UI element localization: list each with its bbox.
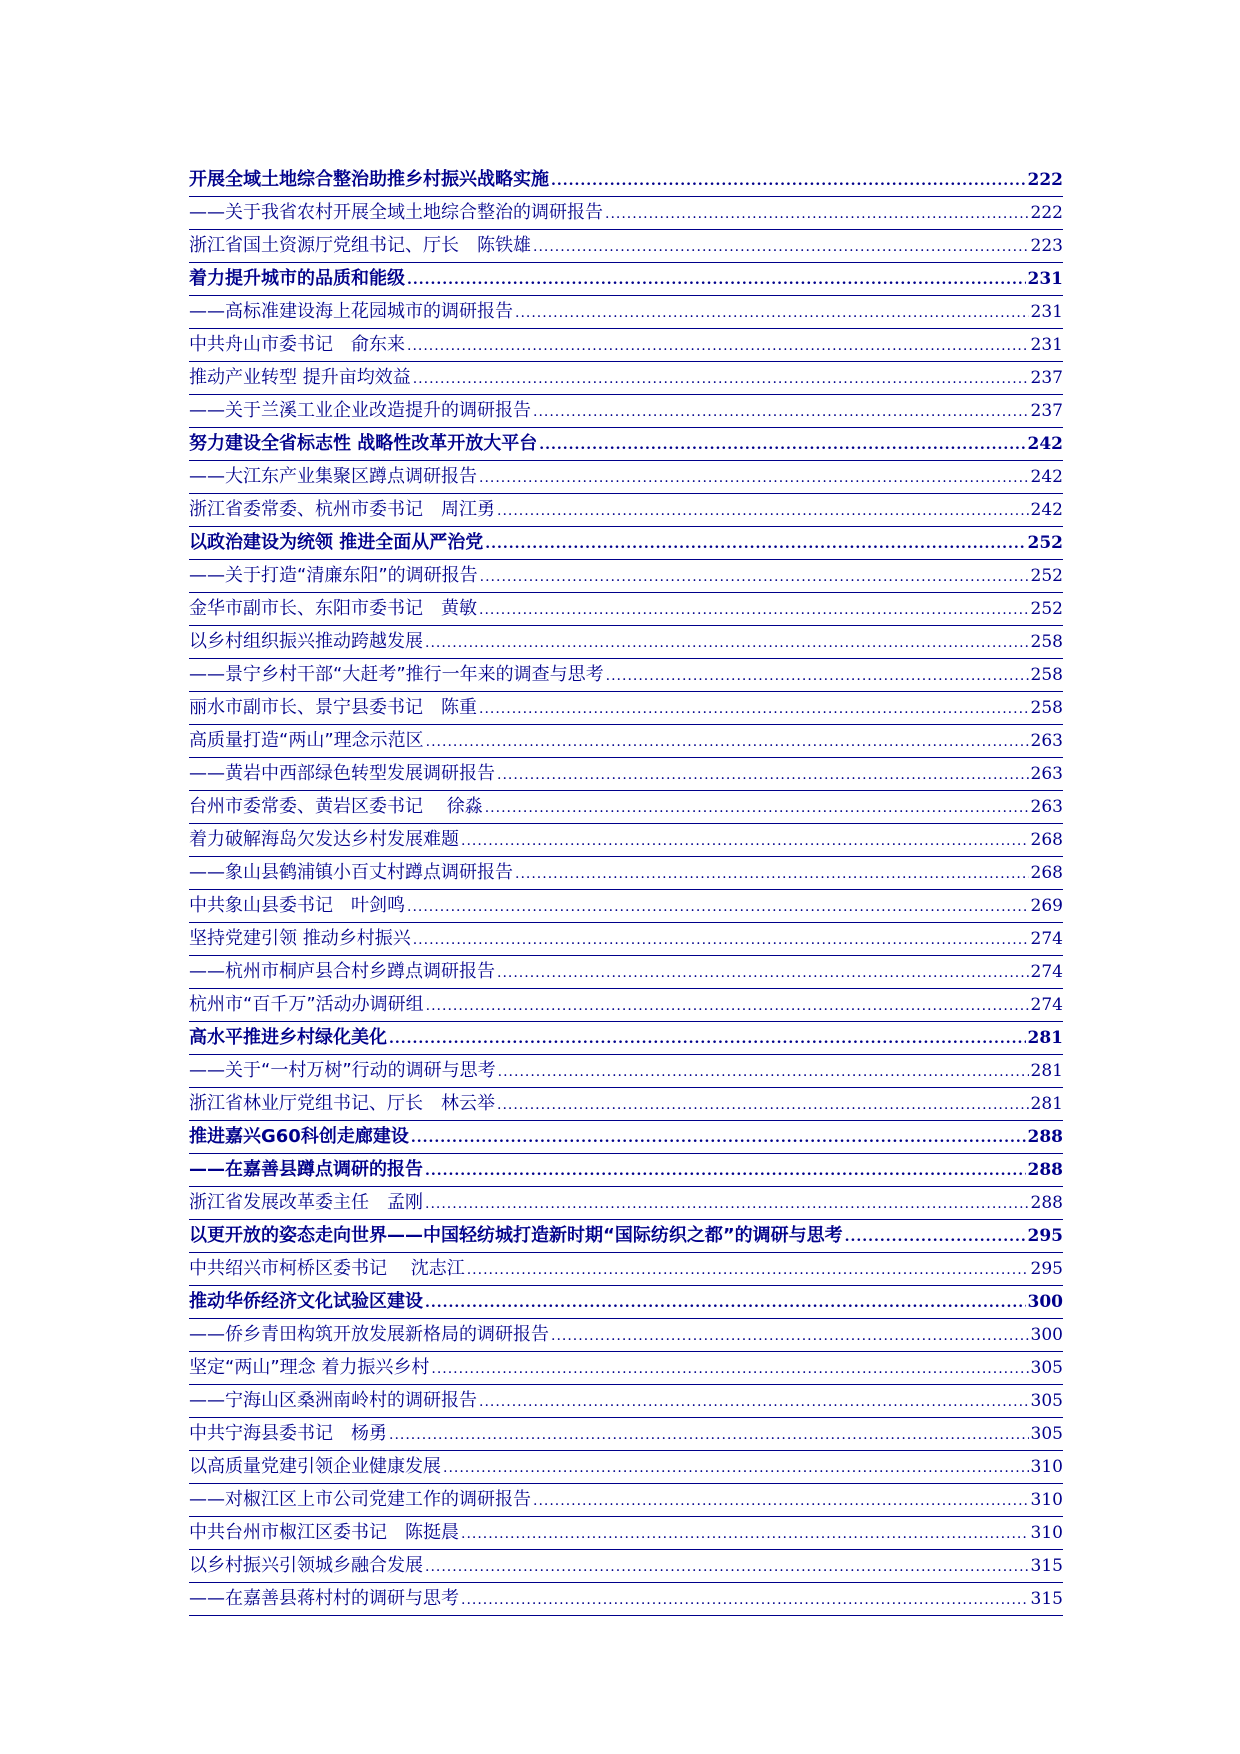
toc-entry-page-number: 310 xyxy=(1030,1490,1063,1510)
toc-entry[interactable] xyxy=(189,1022,1063,1055)
toc-entry-title: 高质量打造“两山”理念示范区 xyxy=(189,730,424,751)
toc-entry-page-number: 263 xyxy=(1030,731,1063,751)
toc-entry[interactable] xyxy=(189,395,1063,428)
toc-entry-title: 丽水市副市长、景宁县委书记 陈重 xyxy=(189,697,477,718)
toc-entry[interactable] xyxy=(189,461,1063,494)
toc-entry-title: 以政治建设为统领 推进全面从严治党 xyxy=(189,532,484,553)
toc-entry[interactable] xyxy=(189,1352,1063,1385)
toc-entry[interactable] xyxy=(189,428,1063,461)
toc-dot-leader xyxy=(498,1060,1029,1084)
toc-entry-page-number: 222 xyxy=(1027,170,1063,190)
toc-dot-leader xyxy=(479,598,1029,622)
toc-entry[interactable] xyxy=(189,329,1063,362)
toc-entry-page-number: 305 xyxy=(1030,1424,1063,1444)
toc-dot-leader xyxy=(389,1027,1026,1051)
toc-entry-page-number: 274 xyxy=(1030,995,1063,1015)
toc-entry-title: ——在嘉善县蹲点调研的报告 xyxy=(189,1159,423,1180)
toc-entry-title: ——对椒江区上市公司党建工作的调研报告 xyxy=(189,1489,531,1510)
toc-entry-title: ——关于兰溪工业企业改造提升的调研报告 xyxy=(189,400,531,421)
toc-entry-title: 以乡村振兴引领城乡融合发展 xyxy=(189,1555,423,1576)
toc-entry[interactable] xyxy=(189,1055,1063,1088)
toc-dot-leader xyxy=(479,466,1029,490)
toc-entry-title: 推进嘉兴G60科创走廊建设 xyxy=(189,1126,409,1147)
toc-entry-page-number: 269 xyxy=(1030,896,1063,916)
toc-entry[interactable] xyxy=(189,890,1063,923)
toc-entry-page-number: 258 xyxy=(1030,665,1063,685)
toc-entry-page-number: 242 xyxy=(1027,434,1063,454)
toc-dot-leader xyxy=(551,169,1026,193)
toc-entry-title: 中共宁海县委书记 杨勇 xyxy=(189,1423,387,1444)
toc-entry-page-number: 310 xyxy=(1030,1457,1063,1477)
toc-dot-leader xyxy=(479,1390,1029,1414)
toc-entry-title: 浙江省发展改革委主任 孟刚 xyxy=(189,1192,423,1213)
toc-entry-page-number: 305 xyxy=(1030,1358,1063,1378)
toc-dot-leader xyxy=(411,1126,1026,1150)
toc-entry[interactable] xyxy=(189,824,1063,857)
toc-dot-leader xyxy=(479,697,1029,721)
toc-entry-page-number: 288 xyxy=(1027,1160,1063,1180)
toc-entry[interactable] xyxy=(189,758,1063,791)
toc-entry-title: ——侨乡青田构筑开放发展新格局的调研报告 xyxy=(189,1324,549,1345)
toc-entry-page-number: 295 xyxy=(1030,1259,1063,1279)
toc-dot-leader xyxy=(533,400,1029,424)
toc-entry-page-number: 300 xyxy=(1030,1325,1063,1345)
toc-entry-page-number: 242 xyxy=(1030,467,1063,487)
toc-entry-title: ——在嘉善县蒋村村的调研与思考 xyxy=(189,1588,459,1609)
toc-entry[interactable] xyxy=(189,1286,1063,1319)
toc-dot-leader xyxy=(497,499,1029,523)
toc-entry-page-number: 305 xyxy=(1030,1391,1063,1411)
toc-entry-title: 以更开放的姿态走向世界——中国轻纺城打造新时期“国际纺织之都”的调研与思考 xyxy=(189,1225,843,1246)
toc-dot-leader xyxy=(515,301,1029,325)
toc-dot-leader xyxy=(389,1423,1029,1447)
toc-entry-title: 开展全域土地综合整治助推乡村振兴战略实施 xyxy=(189,169,549,190)
toc-entry-title: 以乡村组织振兴推动跨越发展 xyxy=(189,631,423,652)
toc-dot-leader xyxy=(467,1258,1029,1282)
toc-dot-leader xyxy=(425,631,1029,655)
toc-entry-title: 中共台州市椒江区委书记 陈挺晨 xyxy=(189,1522,459,1543)
toc-dot-leader xyxy=(407,268,1026,292)
toc-dot-leader xyxy=(485,796,1029,820)
toc-dot-leader xyxy=(606,664,1029,688)
toc-dot-leader xyxy=(461,1522,1029,1546)
toc-dot-leader xyxy=(407,334,1029,358)
toc-entry-page-number: 315 xyxy=(1030,1556,1063,1576)
toc-entry-title: ——宁海山区桑洲南岭村的调研报告 xyxy=(189,1390,477,1411)
toc-entry-title: ——象山县鹤浦镇小百丈村蹲点调研报告 xyxy=(189,862,513,883)
toc-entry[interactable] xyxy=(189,362,1063,395)
toc-dot-leader xyxy=(425,1291,1026,1315)
toc-entry-page-number: 231 xyxy=(1027,269,1063,289)
toc-entry[interactable] xyxy=(189,1451,1063,1484)
toc-dot-leader xyxy=(443,1456,1029,1480)
toc-entry-page-number: 288 xyxy=(1030,1193,1063,1213)
toc-entry[interactable] xyxy=(189,923,1063,956)
toc-entry[interactable] xyxy=(189,560,1063,593)
toc-entry[interactable] xyxy=(189,1154,1063,1187)
toc-entry-page-number: 310 xyxy=(1030,1523,1063,1543)
toc-dot-leader xyxy=(480,565,1029,589)
toc-entry-page-number: 231 xyxy=(1030,302,1063,322)
toc-entry-page-number: 237 xyxy=(1030,401,1063,421)
toc-entry-page-number: 231 xyxy=(1030,335,1063,355)
toc-dot-leader xyxy=(497,1093,1029,1117)
toc-entry-title: 杭州市“百千万”活动办调研组 xyxy=(189,994,424,1015)
toc-entry-title: ——高标准建设海上花园城市的调研报告 xyxy=(189,301,513,322)
toc-entry[interactable] xyxy=(189,1319,1063,1352)
toc-dot-leader xyxy=(413,928,1029,952)
toc-entry-page-number: 237 xyxy=(1030,368,1063,388)
toc-entry[interactable] xyxy=(189,626,1063,659)
toc-entry-title: 着力破解海岛欠发达乡村发展难题 xyxy=(189,829,459,850)
toc-entry-title: ——景宁乡村干部“大赶考”推行一年来的调查与思考 xyxy=(189,664,604,685)
toc-entry[interactable] xyxy=(189,725,1063,758)
toc-entry-title: 着力提升城市的品质和能级 xyxy=(189,268,405,289)
toc-entry-page-number: 300 xyxy=(1027,1292,1063,1312)
toc-entry[interactable] xyxy=(189,1418,1063,1451)
toc-entry-title: 坚定“两山”理念 着力振兴乡村 xyxy=(189,1357,430,1378)
toc-entry-title: 推动产业转型 提升亩均效益 xyxy=(189,367,411,388)
toc-entry[interactable] xyxy=(189,1484,1063,1517)
toc-dot-leader xyxy=(461,1588,1029,1612)
toc-entry-page-number: 268 xyxy=(1030,830,1063,850)
toc-dot-leader xyxy=(497,763,1029,787)
toc-entry-page-number: 281 xyxy=(1030,1094,1063,1114)
toc-dot-leader xyxy=(515,862,1029,886)
toc-entry-title: 努力建设全省标志性 战略性改革开放大平台 xyxy=(189,433,538,454)
toc-entry[interactable] xyxy=(189,296,1063,329)
toc-entry[interactable] xyxy=(189,857,1063,890)
toc-entry-title: ——关于“一村万树”行动的调研与思考 xyxy=(189,1060,496,1081)
toc-dot-leader xyxy=(425,1192,1029,1216)
toc-entry[interactable] xyxy=(189,1385,1063,1418)
toc-dot-leader xyxy=(461,829,1029,853)
toc-entry-page-number: 263 xyxy=(1030,797,1063,817)
toc-entry-page-number: 258 xyxy=(1030,632,1063,652)
toc-entry[interactable] xyxy=(189,1517,1063,1550)
toc-entry-page-number: 281 xyxy=(1030,1061,1063,1081)
toc-entry-title: 中共舟山市委书记 俞东来 xyxy=(189,334,405,355)
toc-entry[interactable] xyxy=(189,1253,1063,1286)
toc-entry[interactable] xyxy=(189,956,1063,989)
toc-entry[interactable] xyxy=(189,1220,1063,1253)
toc-entry[interactable] xyxy=(189,230,1063,263)
toc-dot-leader xyxy=(539,433,1025,457)
toc-entry-page-number: 252 xyxy=(1027,533,1063,553)
toc-entry[interactable] xyxy=(189,1583,1063,1616)
toc-entry-page-number: 222 xyxy=(1030,203,1063,223)
toc-entry-title: 浙江省国土资源厅党组书记、厅长 陈铁雄 xyxy=(189,235,531,256)
toc-dot-leader xyxy=(407,895,1029,919)
toc-entry[interactable] xyxy=(189,593,1063,626)
toc-entry[interactable] xyxy=(189,527,1063,560)
toc-entry-page-number: 274 xyxy=(1030,929,1063,949)
toc-dot-leader xyxy=(845,1225,1026,1249)
toc-dot-leader xyxy=(413,367,1029,391)
toc-entry[interactable] xyxy=(189,494,1063,527)
toc-entry[interactable] xyxy=(189,197,1063,230)
toc-dot-leader xyxy=(605,202,1029,226)
toc-entry-page-number: 274 xyxy=(1030,962,1063,982)
toc-entry-page-number: 295 xyxy=(1027,1226,1063,1246)
toc-entry-title: 浙江省林业厅党组书记、厅长 林云举 xyxy=(189,1093,495,1114)
toc-entry[interactable] xyxy=(189,692,1063,725)
toc-entry[interactable] xyxy=(189,659,1063,692)
toc-entry-page-number: 252 xyxy=(1030,599,1063,619)
toc-entry-title: 推动华侨经济文化试验区建设 xyxy=(189,1291,423,1312)
toc-dot-leader xyxy=(425,1555,1029,1579)
table-of-contents xyxy=(189,164,1063,1616)
toc-entry-title: ——大江东产业集聚区蹲点调研报告 xyxy=(189,466,477,487)
toc-entry-page-number: 223 xyxy=(1030,236,1063,256)
toc-entry[interactable] xyxy=(189,1088,1063,1121)
toc-entry[interactable] xyxy=(189,1187,1063,1220)
toc-dot-leader xyxy=(425,1159,1026,1183)
toc-entry-title: ——黄岩中西部绿色转型发展调研报告 xyxy=(189,763,495,784)
toc-dot-leader xyxy=(431,1357,1028,1381)
toc-entry[interactable] xyxy=(189,1550,1063,1583)
toc-entry[interactable] xyxy=(189,989,1063,1022)
toc-entry-page-number: 252 xyxy=(1030,566,1063,586)
toc-entry-page-number: 242 xyxy=(1030,500,1063,520)
toc-entry-title: 台州市委常委、黄岩区委书记 徐淼 xyxy=(189,796,483,817)
toc-entry-title: ——关于打造“清廉东阳”的调研报告 xyxy=(189,565,478,586)
toc-entry[interactable] xyxy=(189,1121,1063,1154)
toc-dot-leader xyxy=(485,532,1025,556)
toc-entry-title: ——关于我省农村开展全域土地综合整治的调研报告 xyxy=(189,202,603,223)
toc-entry-page-number: 258 xyxy=(1030,698,1063,718)
toc-dot-leader xyxy=(551,1324,1029,1348)
toc-dot-leader xyxy=(426,730,1029,754)
toc-entry-title: 浙江省委常委、杭州市委书记 周江勇 xyxy=(189,499,495,520)
toc-entry-title: 坚持党建引领 推动乡村振兴 xyxy=(189,928,411,949)
toc-entry-page-number: 281 xyxy=(1027,1028,1063,1048)
toc-entry-page-number: 263 xyxy=(1030,764,1063,784)
toc-entry[interactable] xyxy=(189,263,1063,296)
toc-entry-page-number: 268 xyxy=(1030,863,1063,883)
toc-entry-page-number: 315 xyxy=(1030,1589,1063,1609)
toc-dot-leader xyxy=(533,235,1029,259)
toc-entry-page-number: 288 xyxy=(1027,1127,1063,1147)
toc-dot-leader xyxy=(426,994,1029,1018)
toc-entry-title: 中共象山县委书记 叶剑鸣 xyxy=(189,895,405,916)
toc-entry-title: 高水平推进乡村绿化美化 xyxy=(189,1027,387,1048)
toc-entry-title: ——杭州市桐庐县合村乡蹲点调研报告 xyxy=(189,961,495,982)
toc-entry[interactable] xyxy=(189,164,1063,197)
toc-dot-leader xyxy=(497,961,1029,985)
toc-entry-title: 金华市副市长、东阳市委书记 黄敏 xyxy=(189,598,477,619)
toc-entry[interactable] xyxy=(189,791,1063,824)
toc-entry-title: 以高质量党建引领企业健康发展 xyxy=(189,1456,441,1477)
toc-entry-title: 中共绍兴市柯桥区委书记 沈志江 xyxy=(189,1258,465,1279)
toc-dot-leader xyxy=(533,1489,1029,1513)
